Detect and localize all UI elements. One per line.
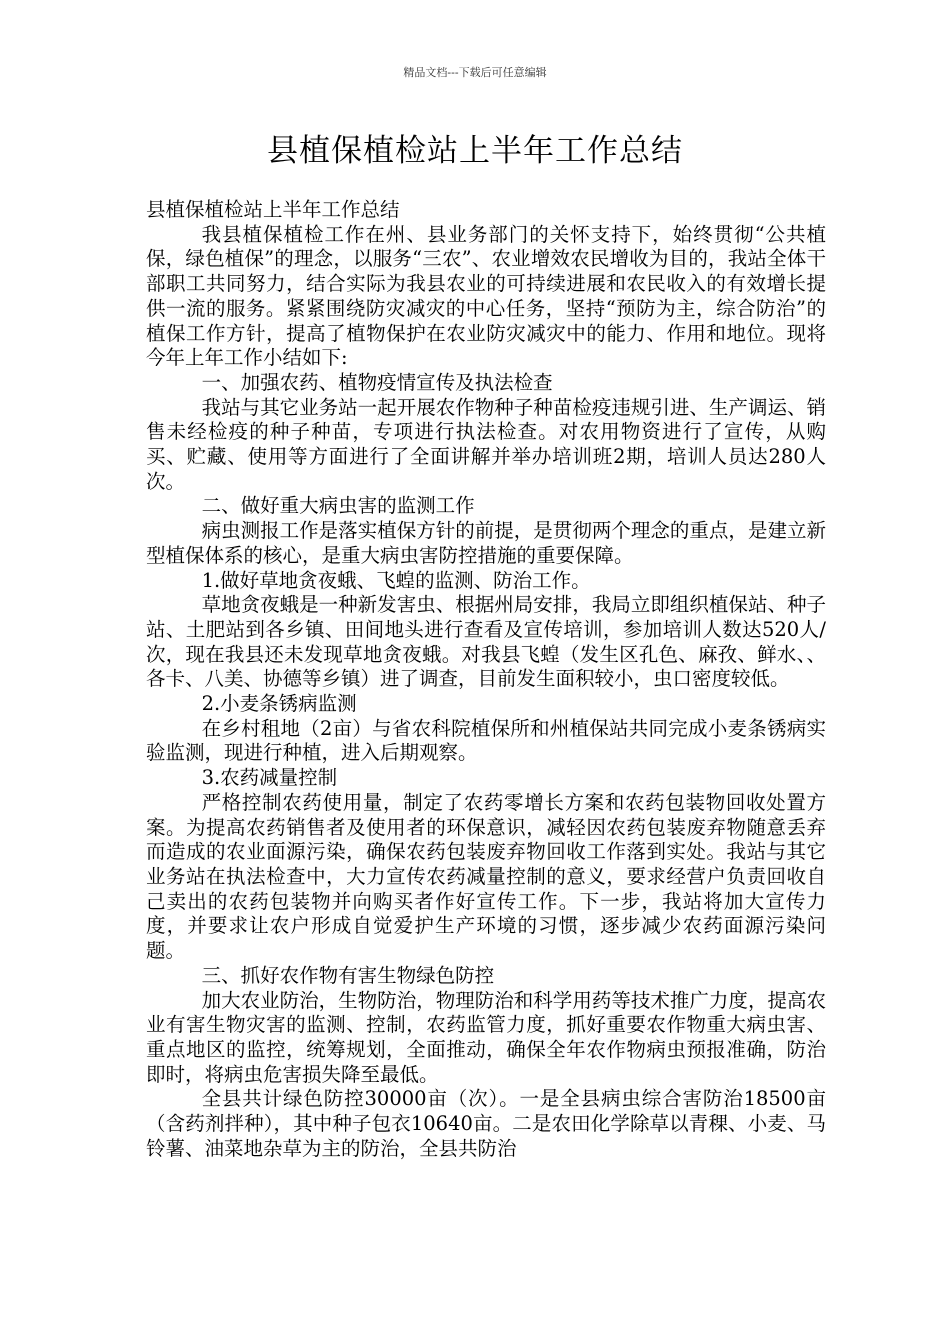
subsection-heading-2-2: 2.小麦条锈病监测: [201, 692, 357, 716]
subsection-2-3-paragraph: 严格控制农药使用量，制定了农药零增长方案和农药包装物回收处置方案。为提高农药销售者及使用者的环保意识，减轻因农药包装废弃物随意丢弃而造成的农业面源污染，确保农药包装废弃物回收工作落到实处。我站与其它业务站在执法检查中，大力宣传农药减量控制的意义，要求经营户负责回收自己卖出的农药包装物并向购买者作好宣传工作。下一步，我站将加大宣传力度，并要求让农户形成自觉爱护生产环境的习惯，逐步减少农药面源污染问题。: [146, 790, 826, 963]
subsection-2-2-paragraph: 在乡村租地（2亩）与省农科院植保所和州植保站共同完成小麦条锈病实验监测，现进行种植，进入后期观察。: [146, 716, 826, 765]
section-heading-3: 三、抓好农作物有害生物绿色防控: [201, 963, 495, 987]
document-title: 县植保植检站上半年工作总结: [267, 133, 683, 169]
section-3-paragraph-2: 全县共计绿色防控30000亩（次）。一是全县病虫综合害防治18500亩（含药剂拌种），其中种子包衣10640亩。二是农田化学除草以青稞、小麦、马铃薯、油菜地杂草为主的防治，全县共防治: [146, 1087, 826, 1160]
subsection-2-1-paragraph: 草地贪夜蛾是一种新发害虫、根据州局安排，我局立即组织植保站、种子站、土肥站到各乡镇、田间地头进行查看及宣传培训，参加培训人数达520人/次，现在我县还未发现草地贪夜蛾。对我县飞蝗（发生区孔色、麻孜、鲜水、、各卡、八美、协德等乡镇）进了调查，目前发生面积较小，虫口密度较低。: [146, 593, 826, 691]
document-subtitle: 县植保植检站上半年工作总结: [146, 198, 400, 221]
subsection-heading-2-3: 3.农药减量控制: [201, 766, 338, 790]
intro-paragraph: 我县植保植检工作在州、县业务部门的关怀支持下，始终贯彻“公共植保，绿色植保”的理念，以服务“三农”、农业增效农民增收为目的，我站全体干部职工共同努力，结合实际为我县农业的可持续进展和农民收入的有效增长提供一流的服务。紧紧围绕防灾减灾的中心任务，坚持“预防为主，综合防治”的植保工作方针，提高了植物保护在农业防灾减灾中的能力、作用和地位。现将今年上年工作小结如下:: [146, 222, 826, 370]
header-note: 精品文档---下载后可任意编辑: [403, 66, 547, 79]
document-body: [146, 198, 826, 1161]
section-heading-1: 一、加强农药、植物疫情宣传及执法检查: [201, 370, 553, 394]
section-2-paragraph: 病虫测报工作是落实植保方针的前提，是贯彻两个理念的重点，是建立新型植保体系的核心，是重大病虫害防控措施的重要保障。: [146, 519, 826, 567]
section-1-paragraph: 我站与其它业务站一起开展农作物种子种苗检疫违规引进、生产调运、销售未经检疫的种子种苗，专项进行执法检查。对农用物资进行了宣传，从购买、贮藏、使用等方面进行了全面讲解并举办培训班2期，培训人员达280人次。: [146, 395, 826, 493]
section-heading-2: 二、做好重大病虫害的监测工作: [201, 494, 475, 518]
section-3-paragraph: 加大农业防治，生物防治，物理防治和科学用药等技术推广力度，提高农业有害生物灾害的监测、控制，农药监管力度，抓好重要农作物重大病虫害、重点地区的监控，统筹规划，全面推动，确保全年农作物病虫预报准确，防治即时，将病虫危害损失降至最低。: [146, 988, 826, 1086]
subsection-heading-2-1: 1.做好草地贪夜蛾、飞蝗的监测、防治工作。: [201, 568, 591, 592]
